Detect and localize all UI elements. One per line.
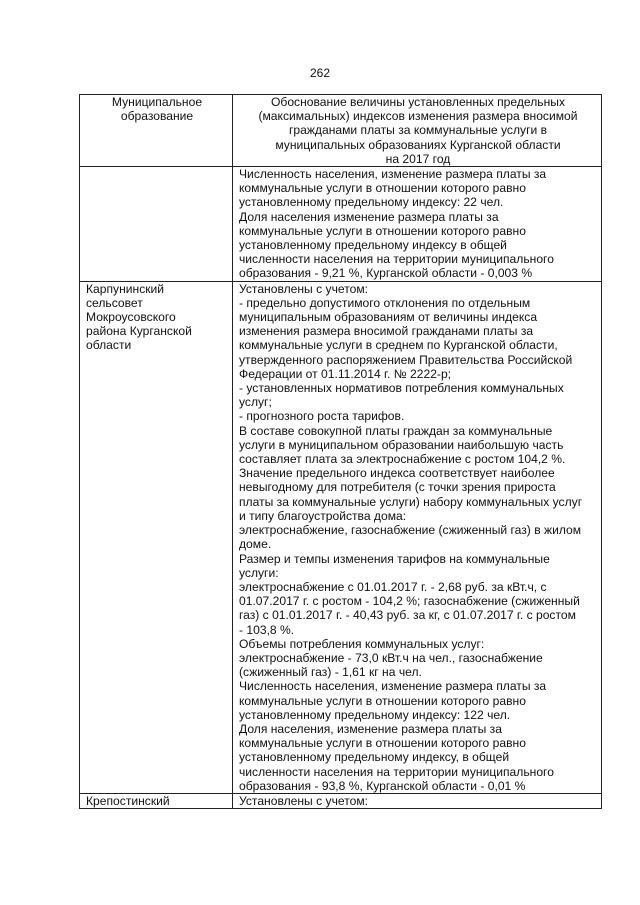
table-row <box>80 281 602 793</box>
justification-cell <box>233 167 602 282</box>
justification-line: Доля населения изменение размера платы за <box>239 209 499 224</box>
justification-line: невыгодному для потребителя (с точки зрения прироста <box>239 480 556 495</box>
justification-line: численности населения на территории муниципального <box>239 764 554 779</box>
justification-line: платы за коммунальные услуги) набору коммунальных услуг <box>239 494 583 509</box>
municipality-name-line: сельсовет <box>86 295 143 310</box>
justification-line: Установлены с учетом: <box>239 793 368 808</box>
table-row <box>80 167 602 282</box>
justification-line: 01.07.2017 г. с ростом - 104,2 %; газоснабжение (сжиженный <box>239 594 580 609</box>
table-row <box>80 793 602 808</box>
municipality-name-cell <box>80 793 233 808</box>
justification-line: В составе совокупной платы граждан за коммунальные <box>239 423 553 438</box>
municipality-name-line: района Курганской <box>86 324 192 339</box>
justification-line: муниципальным образованиям от величины индекса <box>239 310 538 325</box>
municipality-name-line: Карпунинский <box>86 281 165 296</box>
header-col1-line: Муниципальное <box>111 95 203 109</box>
justification-line: коммунальные услуги в отношении которого равно <box>239 223 526 238</box>
justification-line: - установленных нормативов потребления коммунальных <box>239 381 564 396</box>
justification-line: численности населения на территории муниципального <box>239 252 554 267</box>
justification-line: Размер и темпы изменения тарифов на коммунальные <box>239 551 550 566</box>
justification-line: Значение предельного индекса соответствует наиболее <box>239 466 555 481</box>
justification-line: образования - 9,21 %, Курганской области - 0,003 % <box>239 266 533 281</box>
justification-line: составляет плата за электроснабжение с ростом 104,2 %. <box>239 452 566 467</box>
document-table <box>79 94 602 809</box>
justification-line: коммунальные услуги в отношении которого равно <box>239 693 526 708</box>
justification-line: - 103,8 %. <box>239 622 295 637</box>
justification-line: электроснабжение - 73,0 кВт.ч на чел., газоснабжение <box>239 650 543 665</box>
justification-line: Численность населения, изменение размера платы за <box>239 679 547 694</box>
justification-line: коммунальные услуги в отношении которого равно <box>239 181 526 196</box>
justification-line: услуг; <box>239 395 272 410</box>
justification-line: и типу благоустройства дома: <box>239 508 407 523</box>
header-municipality <box>80 95 233 167</box>
header-col2-line: Обоснование величины установленных предельных <box>270 95 566 109</box>
header-col2-line: гражданами платы за коммунальные услуги в <box>288 123 548 138</box>
justification-line: - предельно допустимого отклонения по отдельным <box>239 295 531 310</box>
justification-line: установленному предельному индексу, в общей <box>239 750 510 765</box>
page-number: 262 <box>309 66 331 80</box>
municipality-name-cell <box>80 281 233 793</box>
municipality-name-line: области <box>86 338 132 353</box>
header-col2-line: муниципальных образованиях Курганской области <box>275 137 561 152</box>
municipality-name-line: Крепостинский <box>86 793 170 808</box>
justification-line: Установлены с учетом: <box>239 281 368 296</box>
justification-line: Численность населения, изменение размера платы за <box>239 167 547 182</box>
justification-line: установленному предельному индексу: 122 чел. <box>239 707 511 722</box>
justification-line: Доля населения, изменение размера платы за <box>239 721 502 736</box>
justification-line: газ) с 01.01.2017 г. - 40,43 руб. за кг, с 01.07.2017 г. с ростом <box>239 608 576 623</box>
justification-line: установленному предельному индексу: 22 чел. <box>239 195 504 210</box>
justification-line: утвержденного распоряжением Правительства Российской <box>239 352 573 367</box>
justification-line: электроснабжение с 01.01.2017 г. - 2,68 руб. за кВт.ч, с <box>239 579 547 594</box>
justification-line: (сжиженный газ) - 1,61 кг на чел. <box>239 665 422 680</box>
municipality-name-cell <box>80 167 233 282</box>
justification-line: электроснабжение, газоснабжение (сжиженный газ) в жилом <box>239 523 582 538</box>
header-col1-line: образование <box>120 109 194 124</box>
justification-line: Объемы потребления коммунальных услуг: <box>239 636 485 651</box>
justification-line: услуги: <box>239 565 279 580</box>
justification-line: доме. <box>239 537 272 552</box>
justification-line: - прогнозного роста тарифов. <box>239 409 405 424</box>
header-col2-line: на 2017 год <box>385 151 451 166</box>
justification-line: услуги в муниципальном образовании наибольшую часть <box>239 437 564 452</box>
justification-line: Федерации от 01.11.2014 г. № 2222-р; <box>239 366 452 381</box>
justification-cell <box>233 281 602 793</box>
header-justification <box>233 95 602 167</box>
justification-line: установленному предельному индексу в общей <box>239 238 507 253</box>
municipality-name-line: Мокроусовского <box>86 310 176 325</box>
table-header-row <box>80 95 602 167</box>
justification-cell <box>233 793 602 808</box>
justification-line: образования - 93,8 %, Курганской области - 0,01 % <box>239 778 526 793</box>
justification-line: коммунальные услуги в среднем по Курганской области, <box>239 338 558 353</box>
header-col2-line: (максимальных) индексов изменения размера вносимой <box>258 109 578 124</box>
justification-line: коммунальные услуги в отношении которого равно <box>239 736 526 751</box>
justification-line: изменения размера вносимой гражданами платы за <box>239 324 534 339</box>
